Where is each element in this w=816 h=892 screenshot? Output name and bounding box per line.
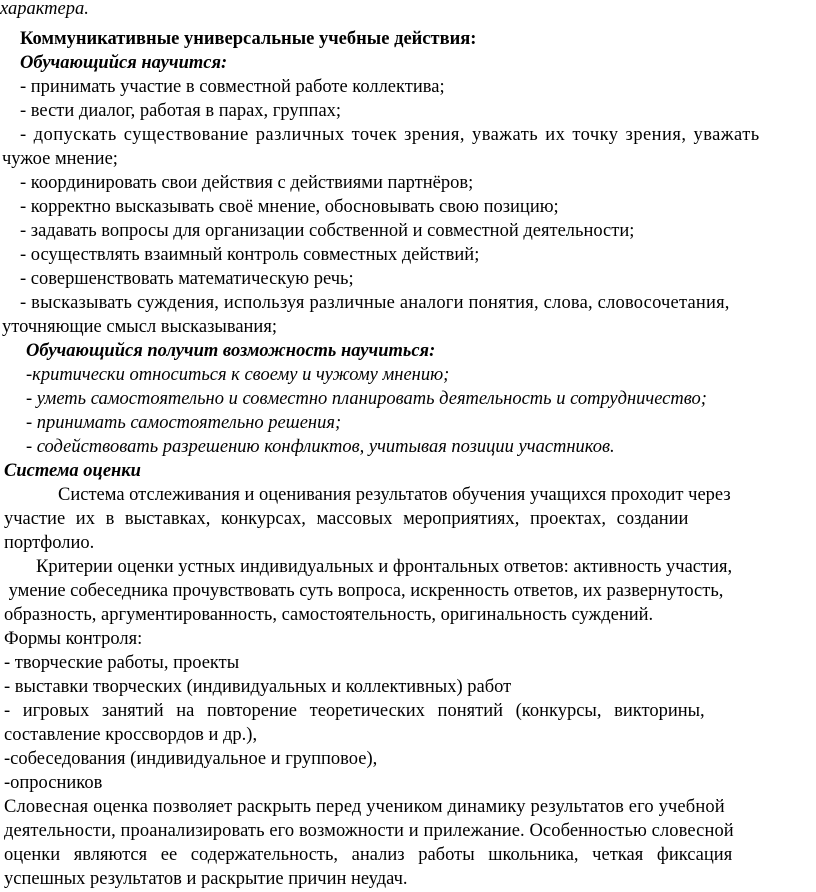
list-item: - совершенствовать математическую речь; [20, 269, 354, 289]
paragraph-line: оценки являются ее содержательность, анализ работы школьника, четкая фиксация [4, 845, 733, 865]
list-item-continuation: составление кроссвордов и др.), [4, 725, 258, 745]
list-item: - допускать существование различных точек зрения, уважать их точку зрения, уважать [20, 125, 760, 145]
list-item: -собеседования (индивидуальное и групповое), [4, 749, 378, 769]
top-fragment: характера. [0, 0, 89, 19]
list-item: - задавать вопросы для организации собственной и совместной деятельности; [20, 221, 635, 241]
list-item: - игровых занятий на повторение теоретических понятий (конкурсы, викторины, [4, 701, 705, 721]
list-item: -критически относиться к своему и чужому мнению; [26, 365, 450, 385]
communicative-heading: Коммуникативные универсальные учебные действия: [20, 29, 477, 49]
list-item: - принимать участие в совместной работе коллектива; [20, 77, 445, 97]
list-item: - вести диалог, работая в парах, группах; [20, 101, 342, 121]
assessment-heading: Система оценки [4, 461, 141, 481]
paragraph-line: умение собеседника прочувствовать суть вопроса, искренность ответов, их развернутость, [4, 581, 724, 601]
list-item: - высказывать суждения, используя различные аналоги понятия, слова, словосочетания, [20, 293, 730, 313]
paragraph-line: участие их в выставках, конкурсах, массовых мероприятиях, проектах, создании [4, 509, 689, 529]
list-item: - координировать свои действия с действиями партнёров; [20, 173, 474, 193]
list-item: - принимать самостоятельно решения; [26, 413, 342, 433]
paragraph-line: Словесная оценка позволяет раскрыть перед учеником динамику результатов его учебной [4, 797, 725, 817]
list-item-continuation: чужое мнение; [2, 149, 118, 169]
paragraph-line: Критерии оценки устных индивидуальных и фронтальных ответов: активность участия, [36, 557, 733, 577]
list-item: -опросников [4, 773, 103, 793]
list-item: - творческие работы, проекты [4, 653, 240, 673]
forms-heading: Формы контроля: [4, 629, 143, 649]
paragraph-line: успешных результатов и раскрытие причин неудач. [4, 869, 408, 889]
paragraph-line: образность, аргументированность, самостоятельность, оригинальность суждений. [4, 605, 654, 625]
list-item-continuation: уточняющие смысл высказывания; [2, 317, 277, 337]
opportunity-heading: Обучающийся получит возможность научиться: [26, 341, 436, 361]
paragraph-line: портфолио. [4, 533, 95, 553]
list-item: - выставки творческих (индивидуальных и коллективных) работ [4, 677, 512, 697]
list-item: - содействовать разрешению конфликтов, учитывая позиции участников. [26, 437, 615, 457]
paragraph-line: Система отслеживания и оценивания результатов обучения учащихся проходит через [58, 485, 731, 505]
list-item: - осуществлять взаимный контроль совместных действий; [20, 245, 480, 265]
paragraph-line: деятельности, проанализировать его возможности и прилежание. Особенностью словесной [4, 821, 734, 841]
learns-heading: Обучающийся научится: [20, 53, 228, 73]
list-item: - уметь самостоятельно и совместно планировать деятельность и сотрудничество; [26, 389, 707, 409]
list-item: - корректно высказывать своё мнение, обосновывать свою позицию; [20, 197, 559, 217]
